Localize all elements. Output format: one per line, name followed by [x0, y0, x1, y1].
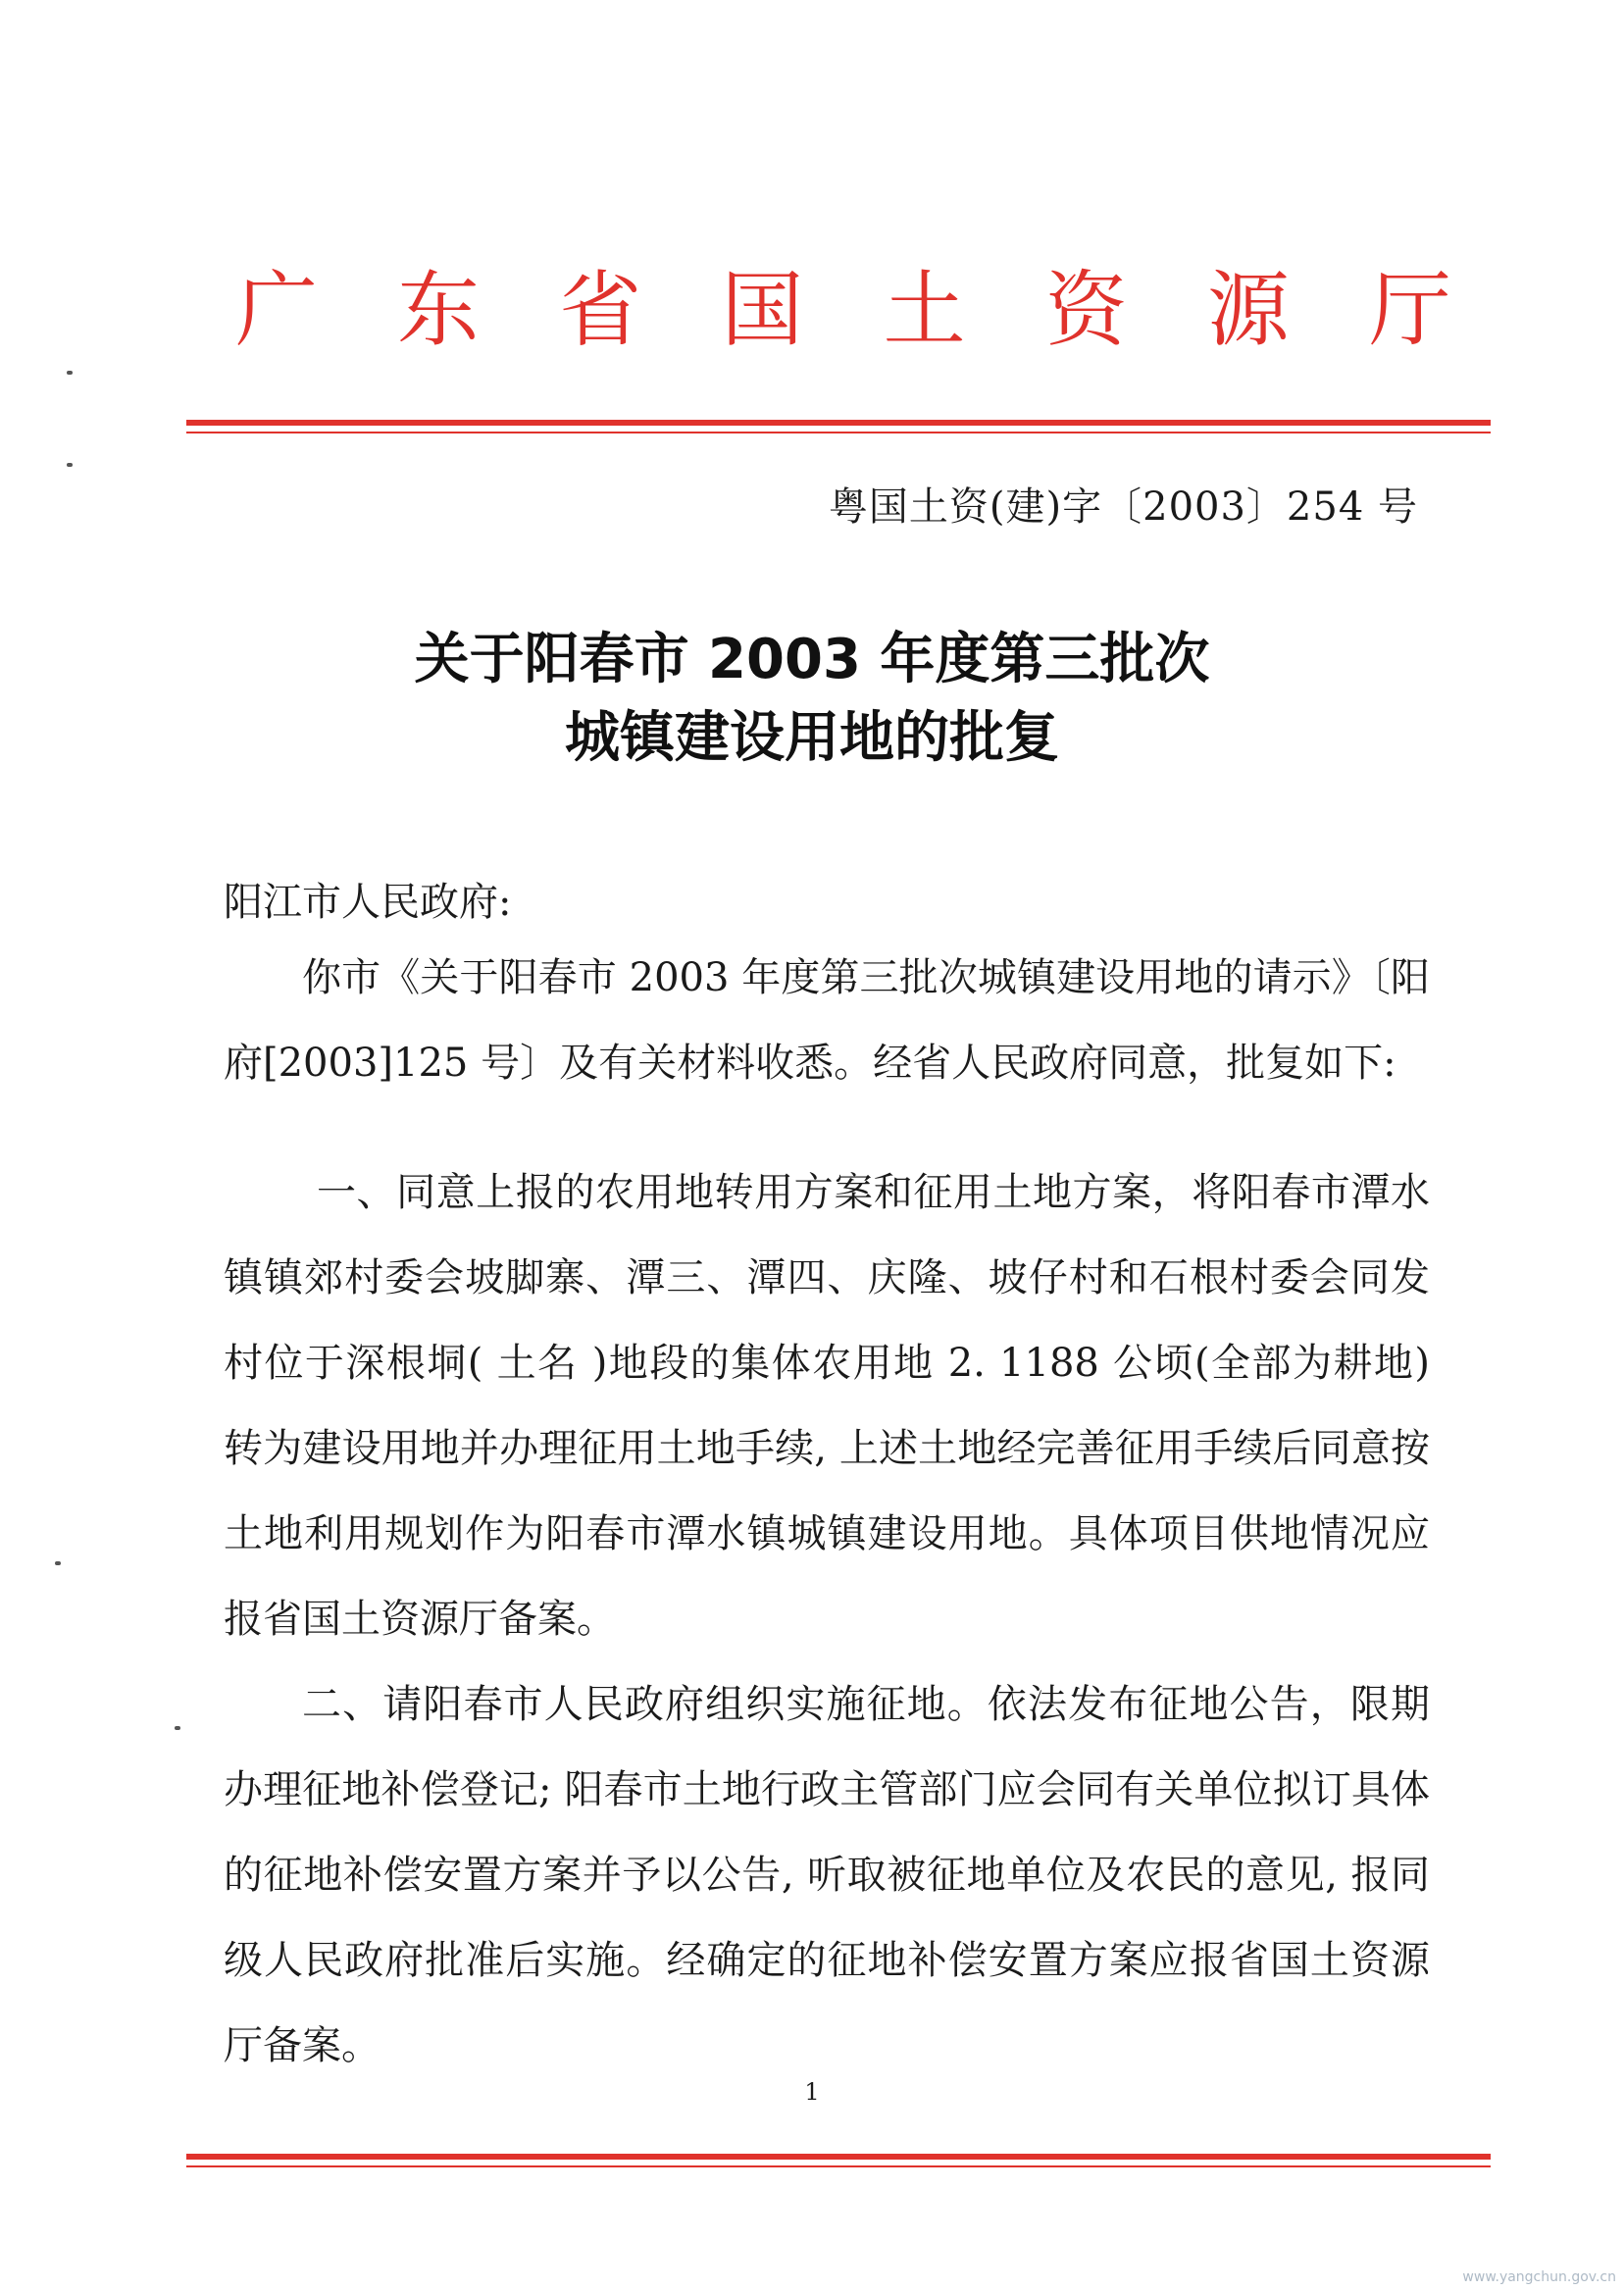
scan-mark: [67, 463, 73, 467]
header-char: 源: [1206, 262, 1290, 358]
footer-divider-thin: [186, 2165, 1491, 2167]
addressee: 阳江市人民政府:: [224, 880, 512, 925]
header-divider-thick: [186, 420, 1491, 426]
header-divider-thin: [186, 432, 1491, 433]
site-watermark: www.yangchun.gov.cn: [1462, 2269, 1616, 2285]
page-number: 1: [804, 2078, 820, 2106]
header-char: 厅: [1368, 262, 1451, 358]
issuing-authority-header: [235, 261, 1451, 359]
document-title-line-2: 城镇建设用地的批复: [565, 706, 1059, 770]
scan-mark: [55, 1561, 61, 1565]
header-char: 广: [235, 262, 319, 358]
scan-mark: [175, 1726, 180, 1730]
scan-mark: [67, 371, 73, 375]
body-paragraph-item-2: 二、请阳春市人民政府组织实施征地。依法发布征地公告，限期办理征地补偿登记; 阳春市土地行政主管部门应会同有关单位拟订具体的征地补偿安置方案并予以公告, 听取被征地单位及农民的意见, 报同级人民政府批准后实施。经确定的征地补偿安置方案应报省国土资源厅备案。: [224, 1682, 1430, 2068]
header-char: 国: [721, 262, 804, 358]
body-paragraph-intro: 你市《关于阳春市 2003 年度第三批次城镇建设用地的请示》〔阳府[2003]125 号〕及有关材料收悉。经省人民政府同意，批复如下:: [224, 955, 1430, 1086]
document-title-line-1: 关于阳春市 2003 年度第三批次: [414, 628, 1210, 691]
header-char: 土: [883, 262, 966, 358]
document-number: 粤国土资(建)字〔2003〕254 号: [828, 484, 1418, 530]
header-char: 东: [397, 262, 481, 358]
header-char: 资: [1044, 262, 1128, 358]
footer-divider-thick: [186, 2154, 1491, 2160]
header-char: 省: [559, 262, 642, 358]
body-paragraph-item-1: 一、同意上报的农用地转用方案和征用土地方案，将阳春市潭水镇镇郊村委会坡脚寨、潭三、潭四、庆隆、坡仔村和石根村委会同发村位于深根垌( 土名 )地段的集体农用地 2. 1188 公顷(全部为耕地) 转为建设用地并办理征用土地手续, 上述土地经完善征用手续后同意按土地利用规划作为阳春市潭水镇城镇建设用地。具体项目供地情况应报省国土资源厅备案。: [224, 1170, 1430, 1642]
